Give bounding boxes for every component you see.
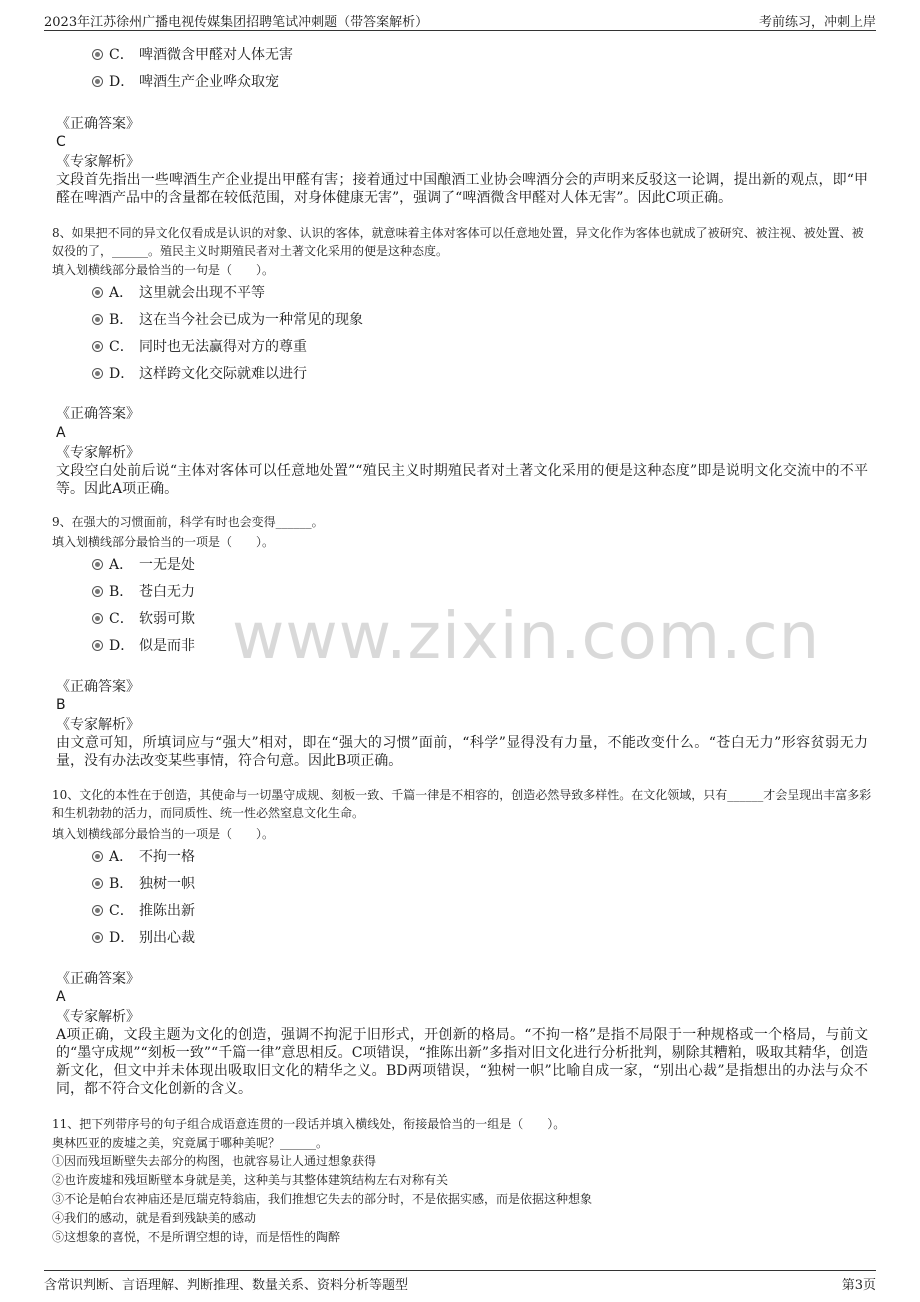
answer-value: A — [56, 425, 66, 441]
sentence-4: ④我们的感动，就是看到残缺美的感动 — [52, 1211, 257, 1225]
answer-value: A — [56, 989, 66, 1005]
radio-icon[interactable] — [92, 559, 103, 570]
option-a[interactable]: A． 不拘一格 — [92, 847, 195, 867]
option-d[interactable]: D． 别出心裁 — [92, 928, 195, 948]
radio-icon[interactable] — [92, 314, 103, 325]
question-prompt: 填入划横线部分最恰当的一句是（ ）。 — [52, 263, 275, 277]
radio-icon[interactable] — [92, 76, 103, 87]
question-stem: 10、文化的本性在于创造，其使命与一切墨守成规、刻板一致、千篇一律是不相容的，创造必然导致多样性。在文化领域，只有______才会呈现出丰富多彩和生机勃勃的活力，而同质性、统一性必然窒息文化生命。 — [52, 788, 872, 820]
option-a[interactable]: A． 这里就会出现不平等 — [92, 283, 265, 303]
radio-icon[interactable] — [92, 287, 103, 298]
option-c[interactable]: C． 软弱可欺 — [92, 609, 195, 629]
option-a[interactable]: A． 一无是处 — [92, 555, 195, 575]
page-footer — [44, 1270, 876, 1293]
answer-value: C — [56, 134, 66, 150]
answer-label: 《正确答案》 — [56, 406, 140, 422]
option-c[interactable]: C． 推陈出新 — [92, 901, 195, 921]
analysis-label: 《专家解析》 — [56, 445, 140, 461]
analysis-label: 《专家解析》 — [56, 154, 140, 170]
answer-value: B — [56, 697, 66, 713]
radio-icon[interactable] — [92, 586, 103, 597]
radio-icon[interactable] — [92, 613, 103, 624]
analysis-text: 由文意可知，所填词应与“强大”相对，即在“强大的习惯”面前，“科学”显得没有力量，不能改变什么。“苍白无力”形容贫弱无力量，没有办法改变某些事情，符合句意。因此B项正确。 — [56, 735, 868, 769]
option-d[interactable]: D． 啤酒生产企业哗众取宠 — [92, 72, 279, 92]
analysis-label: 《专家解析》 — [56, 717, 140, 733]
question-prompt: 填入划横线部分最恰当的一项是（ ）。 — [52, 535, 275, 549]
option-c[interactable]: C． 同时也无法赢得对方的尊重 — [92, 337, 307, 357]
page-number: 第3页 — [841, 1278, 876, 1293]
option-b[interactable]: B． 独树一帜 — [92, 874, 195, 894]
question-stem: 9、在强大的习惯面前，科学有时也会变得______。 — [52, 515, 324, 529]
sentence-1: ①因而残垣断壁失去部分的构图，也就容易让人通过想象获得 — [52, 1154, 377, 1168]
radio-icon[interactable] — [92, 368, 103, 379]
answer-label: 《正确答案》 — [56, 679, 140, 695]
sentence-2: ②也许废墟和残垣断壁本身就是美，这种美与其整体建筑结构左右对称有关 — [52, 1173, 449, 1187]
option-b[interactable]: B． 苍白无力 — [92, 582, 195, 602]
option-b[interactable]: B． 这在当今社会已成为一种常见的现象 — [92, 310, 363, 330]
option-c[interactable]: C． 啤酒微含甲醛对人体无害 — [92, 45, 293, 65]
sentence-3: ③不论是帕台农神庙还是厄瑞克特翁庙，我们推想它失去的部分时，不是依据实感，而是依据这种想象 — [52, 1192, 593, 1206]
radio-icon[interactable] — [92, 851, 103, 862]
radio-icon[interactable] — [92, 905, 103, 916]
radio-icon[interactable] — [92, 49, 103, 60]
document-title: 2023年江苏徐州广播电视传媒集团招聘笔试冲刺题（带答案解析） — [44, 15, 429, 30]
analysis-text: 文段首先指出一些啤酒生产企业提出甲醛有害；接着通过中国酿酒工业协会啤酒分会的声明来反驳这一论调，提出新的观点，即“甲醛在啤酒产品中的含量都在较低范围，对身体健康无害”，强调了“啤酒微含甲醛对人体无害”。因此C项正确。 — [56, 172, 868, 206]
question-line: 奥林匹亚的废墟之美，究竟属于哪种美呢？______。 — [52, 1136, 329, 1150]
page-header — [44, 8, 876, 31]
answer-label: 《正确答案》 — [56, 971, 140, 987]
footer-topics: 含常识判断、言语理解、判断推理、数量关系、资料分析等题型 — [44, 1278, 409, 1293]
header-slogan: 考前练习，冲刺上岸 — [758, 15, 876, 30]
radio-icon[interactable] — [92, 640, 103, 651]
radio-icon[interactable] — [92, 878, 103, 889]
watermark: www.zixin.com.cn — [232, 600, 821, 674]
option-d[interactable]: D． 这样跨文化交际就难以进行 — [92, 364, 307, 384]
sentence-5: ⑤这想象的喜悦，不是所谓空想的诗，而是悟性的陶醉 — [52, 1230, 341, 1244]
question-prompt: 填入划横线部分最恰当的一项是（ ）。 — [52, 827, 275, 841]
radio-icon[interactable] — [92, 932, 103, 943]
question-stem: 11、把下列带序号的句子组合成语意连贯的一段话并填入横线处，衔接最恰当的一组是（ ）。 — [52, 1117, 566, 1131]
analysis-label: 《专家解析》 — [56, 1009, 140, 1025]
analysis-text: A项正确，文段主题为文化的创造，强调不拘泥于旧形式，开创新的格局。“不拘一格”是指不局限于一种规格或一个格局，与前文的“墨守成规”“刻板一致”“千篇一律”意思相反。C项错误，“推陈出新”多指对旧文化进行分析批判，剔除其糟粕，吸取其精华，创造新文化，但文中并未体现出吸取旧文化的精华之义。BD两项错误，“独树一帜”比喻自成一家，“别出心裁”是指想出的办法与众不同，都不符合文化创新的含义。 — [56, 1027, 868, 1097]
radio-icon[interactable] — [92, 341, 103, 352]
answer-label: 《正确答案》 — [56, 116, 140, 132]
analysis-text: 文段空白处前后说“主体对客体可以任意地处置”“殖民主义时期殖民者对土著文化采用的便是这种态度”即是说明文化交流中的不平等。因此A项正确。 — [56, 463, 868, 497]
question-stem: 8、如果把不同的异文化仅看成是认识的对象、认识的客体，就意味着主体对客体可以任意地处置，异文化作为客体也就成了被研究、被注视、被处置、被奴役的了，______。殖民主义时期殖民者对土著文化采用的便是这种态度。 — [52, 226, 864, 258]
option-d[interactable]: D． 似是而非 — [92, 636, 195, 656]
